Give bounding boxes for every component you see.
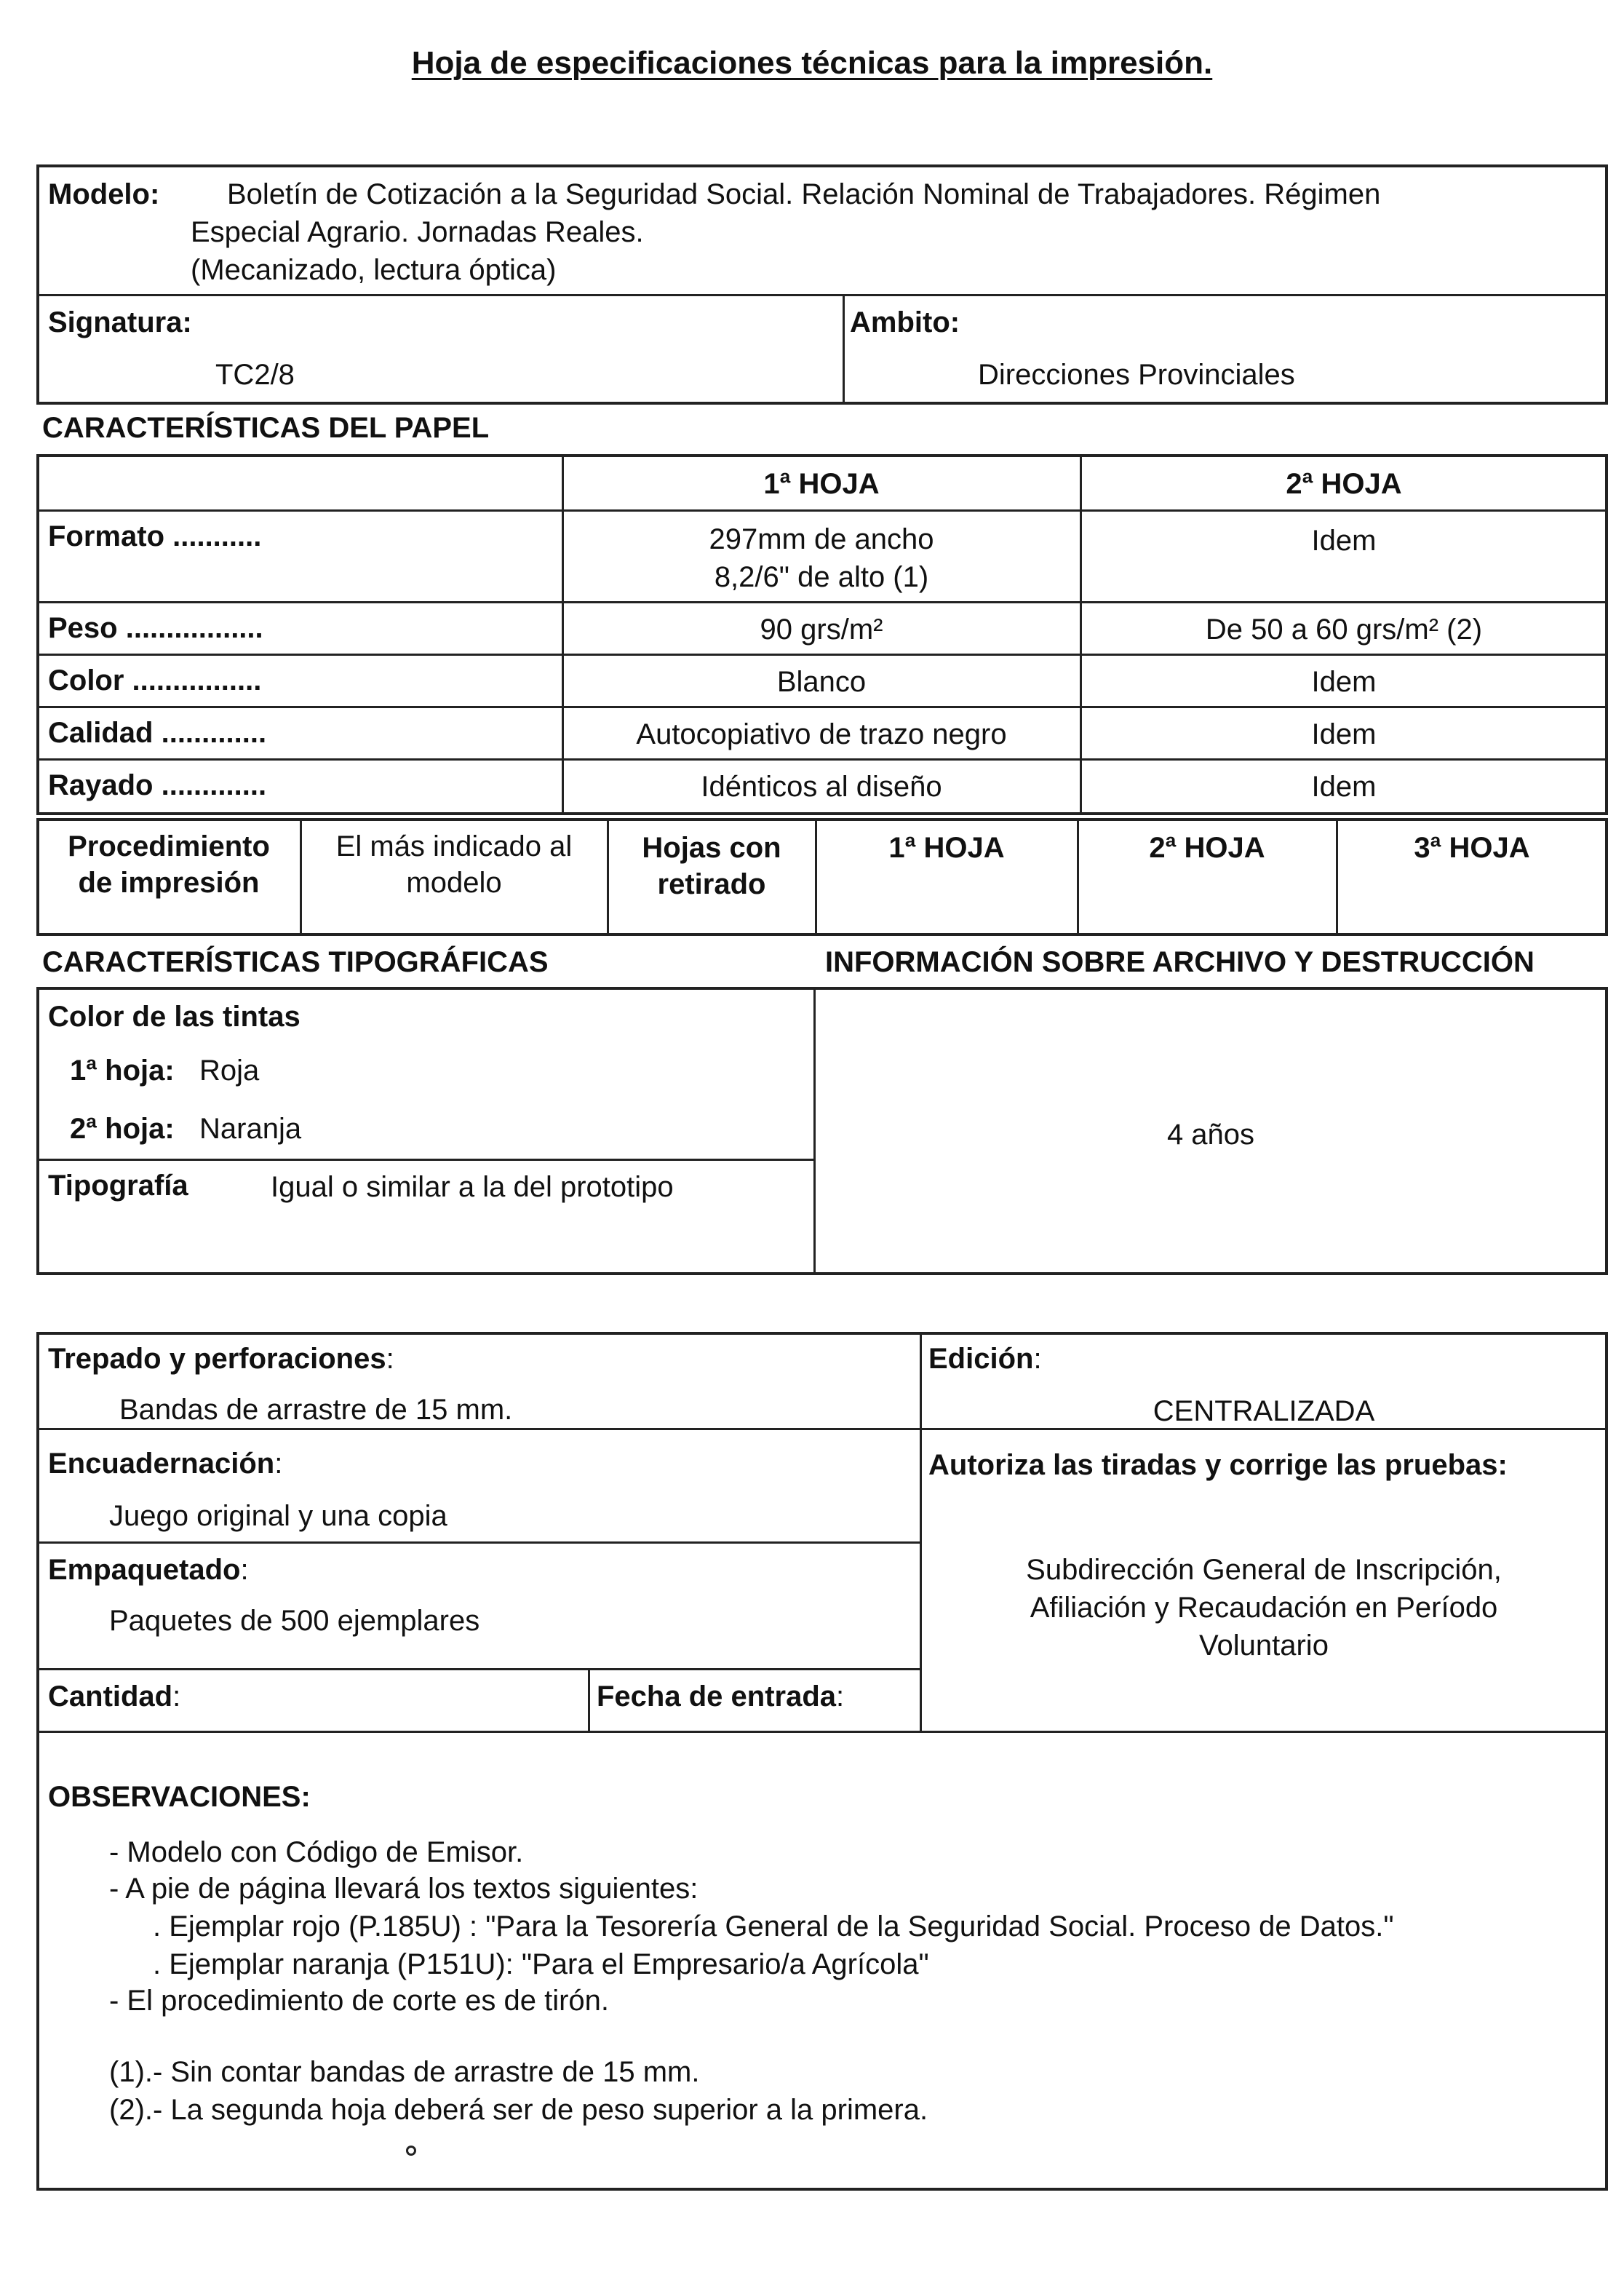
table-row-label: Peso ................. xyxy=(48,612,263,644)
table-row-label: Color ................ xyxy=(48,664,262,697)
procedimiento-value: modelo xyxy=(406,867,502,899)
encuadernacion-label-text: Encuadernación xyxy=(48,1448,275,1480)
edicion-label-text: Edición xyxy=(928,1343,1034,1375)
table-cell: 297mm de ancho xyxy=(709,523,934,555)
fecha-label-text: Fecha de entrada xyxy=(597,1680,837,1713)
divider xyxy=(38,1668,920,1670)
trepado-label-text: Trepado y perforaciones xyxy=(48,1343,386,1375)
hoja-2-header: 2ª HOJA xyxy=(1149,832,1265,864)
edicion-label xyxy=(928,1341,1042,1377)
divider xyxy=(38,706,1607,708)
table-cell: Autocopiativo de trazo negro xyxy=(636,718,1007,750)
colon: : xyxy=(240,1554,249,1586)
papel-col-1-header: 1ª HOJA xyxy=(763,468,880,500)
archivo-heading: INFORMACIÓN SOBRE ARCHIVO Y DESTRUCCIÓN xyxy=(825,946,1535,978)
modelo-line-1: Boletín de Cotización a la Seguridad Social. Relación Nominal de Trabajadores. Régimen xyxy=(227,178,1381,210)
hojas-label: Hojas con xyxy=(642,832,781,864)
hoja-1-ink-value: Roja xyxy=(199,1055,260,1087)
small-circle-mark xyxy=(406,2146,416,2156)
divider xyxy=(38,654,1607,656)
divider xyxy=(38,1731,1607,1733)
observacion-line: . Ejemplar rojo (P.185U) : "Para la Tesorería General de la Seguridad Social. Proceso de Datos." xyxy=(153,1910,1394,1942)
cantidad-label xyxy=(48,1678,180,1715)
encuadernacion-value: Juego original y una copia xyxy=(109,1500,447,1532)
tintas-label: Color de las tintas xyxy=(48,1001,300,1033)
divider xyxy=(38,601,1607,603)
table-cell: 90 grs/m² xyxy=(760,614,883,646)
tipografia-value: Igual o similar a la del prototipo xyxy=(271,1171,674,1203)
observacion-line: - El procedimiento de corte es de tirón. xyxy=(109,1985,610,2017)
tipografia-label: Tipografía xyxy=(48,1170,188,1202)
hojas-label: retirado xyxy=(657,868,766,900)
fecha-label xyxy=(597,1678,844,1715)
table-cell: Idem xyxy=(1311,666,1377,698)
empaquetado-label-text: Empaquetado xyxy=(48,1554,241,1586)
table-cell: Idem xyxy=(1311,771,1377,803)
divider xyxy=(588,1668,590,1732)
trepado-value: Bandas de arrastre de 15 mm. xyxy=(119,1394,513,1426)
table-cell: Idem xyxy=(1311,525,1377,557)
empaquetado-label xyxy=(48,1552,249,1588)
autoriza-line-1: Subdirección General de Inscripción, xyxy=(1026,1554,1502,1586)
papel-col-2-header: 2ª HOJA xyxy=(1286,468,1402,500)
divider xyxy=(38,1159,813,1161)
ambito-value: Direcciones Provinciales xyxy=(978,359,1295,391)
colon: : xyxy=(1033,1343,1042,1375)
modelo-line-3: (Mecanizado, lectura óptica) xyxy=(191,254,557,286)
colon: : xyxy=(172,1680,181,1713)
ambito-label: Ambito: xyxy=(850,306,960,338)
edicion-value: CENTRALIZADA xyxy=(1153,1395,1375,1427)
procedimiento-label: de impresión xyxy=(78,867,260,899)
signatura-value: TC2/8 xyxy=(215,359,295,391)
table-cell: De 50 a 60 grs/m² (2) xyxy=(1205,614,1483,646)
colon: : xyxy=(386,1343,394,1375)
hoja-1-ink-label: 1ª hoja: xyxy=(70,1055,175,1087)
signatura-label: Signatura: xyxy=(48,306,192,338)
divider xyxy=(38,294,1607,296)
autoriza-line-2: Afiliación y Recaudación en Período xyxy=(1030,1592,1498,1624)
divider xyxy=(38,1541,920,1544)
hoja-2-ink-value: Naranja xyxy=(199,1113,302,1145)
hoja-1-header: 1ª HOJA xyxy=(888,832,1005,864)
observacion-line: (1).- Sin contar bandas de arrastre de 15 mm. xyxy=(109,2056,700,2088)
papel-heading: CARACTERÍSTICAS DEL PAPEL xyxy=(42,412,490,444)
table-cell: Idem xyxy=(1311,718,1377,750)
divider xyxy=(38,758,1607,761)
table-cell: Blanco xyxy=(776,666,867,698)
observacion-line: - Modelo con Código de Emisor. xyxy=(109,1836,524,1868)
table-cell: Idénticos al diseño xyxy=(701,771,942,803)
observacion-line: - A pie de página llevará los textos siguientes: xyxy=(109,1873,698,1905)
divider xyxy=(843,294,845,403)
observacion-line: (2).- La segunda hoja deberá ser de peso superior a la primera. xyxy=(109,2094,928,2126)
trepado-label xyxy=(48,1341,394,1377)
cantidad-label-text: Cantidad xyxy=(48,1680,173,1713)
observaciones-heading: OBSERVACIONES: xyxy=(48,1781,311,1813)
empaquetado-value: Paquetes de 500 ejemplares xyxy=(109,1605,480,1637)
colon: : xyxy=(274,1448,283,1480)
archivo-value: 4 años xyxy=(1166,1119,1255,1151)
divider xyxy=(38,509,1607,512)
modelo-line-2: Especial Agrario. Jornadas Reales. xyxy=(191,216,644,248)
observacion-line: . Ejemplar naranja (P151U): "Para el Empresario/a Agrícola" xyxy=(153,1948,929,1980)
table-row-label: Formato ........... xyxy=(48,520,262,552)
autoriza-line-3: Voluntario xyxy=(1199,1630,1329,1662)
hoja-3-header: 3ª HOJA xyxy=(1414,832,1530,864)
colon: : xyxy=(836,1680,845,1713)
table-cell: 8,2/6" de alto (1) xyxy=(714,561,929,593)
procedimiento-value: El más indicado al xyxy=(335,830,573,862)
tipograficas-heading: CARACTERÍSTICAS TIPOGRÁFICAS xyxy=(42,946,549,978)
hoja-2-ink-label: 2ª hoja: xyxy=(70,1113,175,1145)
document-title: Hoja de especificaciones técnicas para la impresión. xyxy=(411,45,1213,81)
table-row-label: Calidad ............. xyxy=(48,717,267,749)
table-row-label: Rayado ............. xyxy=(48,769,267,801)
autoriza-label: Autoriza las tiradas y corrige las pruebas: xyxy=(928,1449,1508,1481)
encuadernacion-label xyxy=(48,1445,282,1482)
modelo-label: Modelo: xyxy=(48,178,160,210)
procedimiento-label: Procedimiento xyxy=(68,830,270,862)
